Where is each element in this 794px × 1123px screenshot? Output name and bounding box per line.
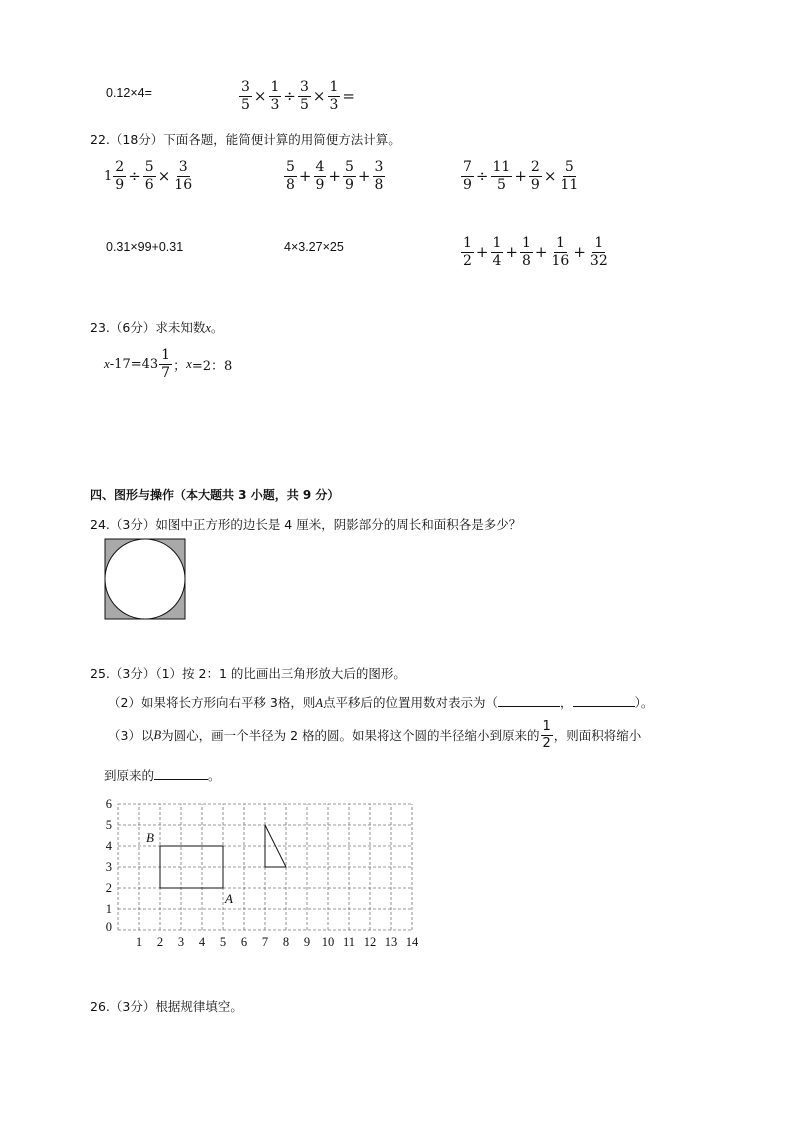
y-tick-label: 5 xyxy=(105,818,112,832)
question-23-title: 23.（6分）求未知数x。 xyxy=(90,320,224,335)
q22-expr-5: 4×3.27×25 xyxy=(284,240,344,254)
q22-expr-6: 1 2 + $\frac{1}{4}$ + $\frac{1}{8}$ + $\frac{1}{16}$ + $\frac{1}{32}$ xyxy=(463,235,608,269)
expr-fraction-product: $\frac{3}{5}$ × $\frac{1}{3}$ ÷ $\frac{3}{5}$ × $\frac{1}{3}$ = xyxy=(241,79,355,113)
section-4-heading: 四、图形与操作（本大题共 3 小题，共 9 分） xyxy=(90,488,340,502)
answer-blank-3[interactable] xyxy=(154,767,208,780)
y-tick-label: 6 xyxy=(105,797,112,811)
x-tick-label: 5 xyxy=(219,935,227,949)
y-tick-label: 4 xyxy=(105,839,112,853)
expr-0-12x4: 0.12×4= xyxy=(106,86,152,100)
square-circle-figure xyxy=(104,538,188,622)
x-tick-label: 7 xyxy=(261,935,269,949)
x-tick-label: 2 xyxy=(156,935,164,949)
question-25-line-4: 到原来的 。 xyxy=(104,768,221,783)
x-tick-label: 10 xyxy=(321,935,335,949)
fraction: $\frac{1}{3}$ xyxy=(270,79,280,113)
answer-blank-2[interactable] xyxy=(573,694,635,707)
x-tick-label: 14 xyxy=(405,935,419,949)
fraction: $\frac{3}{5}$ xyxy=(300,79,309,113)
q23-equations: x -17=43 1 7 ； x =2：8 xyxy=(104,347,233,381)
point-label-b: B xyxy=(146,830,154,845)
point-label-a: A xyxy=(225,891,233,906)
question-26-title: 26.（3分）根据规律填空。 xyxy=(90,999,243,1014)
fraction: $\frac{1}{3}$ xyxy=(329,79,339,113)
x-tick-label: 11 xyxy=(342,935,356,949)
y-tick-label: 0 xyxy=(105,920,112,934)
x-tick-label: 4 xyxy=(198,935,206,949)
x-tick-label: 13 xyxy=(384,935,398,949)
question-25-line-1: 25.（3分）（1）按 2：1 的比画出三角形放大后的图形。 xyxy=(90,666,406,681)
question-24-title: 24.（3分）如图中正方形的边长是 4 厘米，阴影部分的周长和面积各是多少？ xyxy=(90,517,522,532)
answer-blank-1[interactable] xyxy=(498,694,560,707)
x-tick-label: 12 xyxy=(363,935,377,949)
q22-expr-3: $\frac{7}{9}$ ÷ $\frac{11}{5}$ + $\frac{2}{9}$ × $\frac{5}{11}$ xyxy=(463,159,579,193)
q22-expr-2: 5 8 + $\frac{4}{9}$ + $\frac{5}{9}$ + $\frac{3}{8}$ xyxy=(286,159,384,193)
y-tick-label: 2 xyxy=(105,881,112,895)
x-tick-label: 8 xyxy=(282,935,290,949)
question-25-line-3: （3）以 B 为圆心，画一个半径为 2 格的圆。如果将这个圆的半径缩小到原来的 1 2 ，则面积将缩小 xyxy=(108,719,642,751)
x-tick-label: 6 xyxy=(240,935,248,949)
q22-expr-4: 0.31×99+0.31 xyxy=(106,240,184,254)
question-25-line-2: （2）如果将长方形向右平移 3格，则A点平移后的位置用数对表示为（ ， ）。 xyxy=(108,695,654,710)
x-tick-label: 1 xyxy=(135,935,143,949)
x-tick-label: 3 xyxy=(177,935,185,949)
coordinate-grid xyxy=(96,792,436,954)
y-tick-label: 1 xyxy=(105,902,112,916)
y-tick-label: 3 xyxy=(105,860,112,874)
inscribed-circle xyxy=(105,539,185,619)
x-tick-label: 9 xyxy=(303,935,311,949)
q22-expr-1: 1 $\frac{2}{9}$ ÷ $\frac{5}{6}$ × $\frac{3}{16}$ xyxy=(104,159,193,193)
question-22-title: 22.（18分）下面各题，能简便计算的用简便方法计算。 xyxy=(90,132,401,147)
fraction: $\frac{3}{5}$ xyxy=(241,79,250,113)
